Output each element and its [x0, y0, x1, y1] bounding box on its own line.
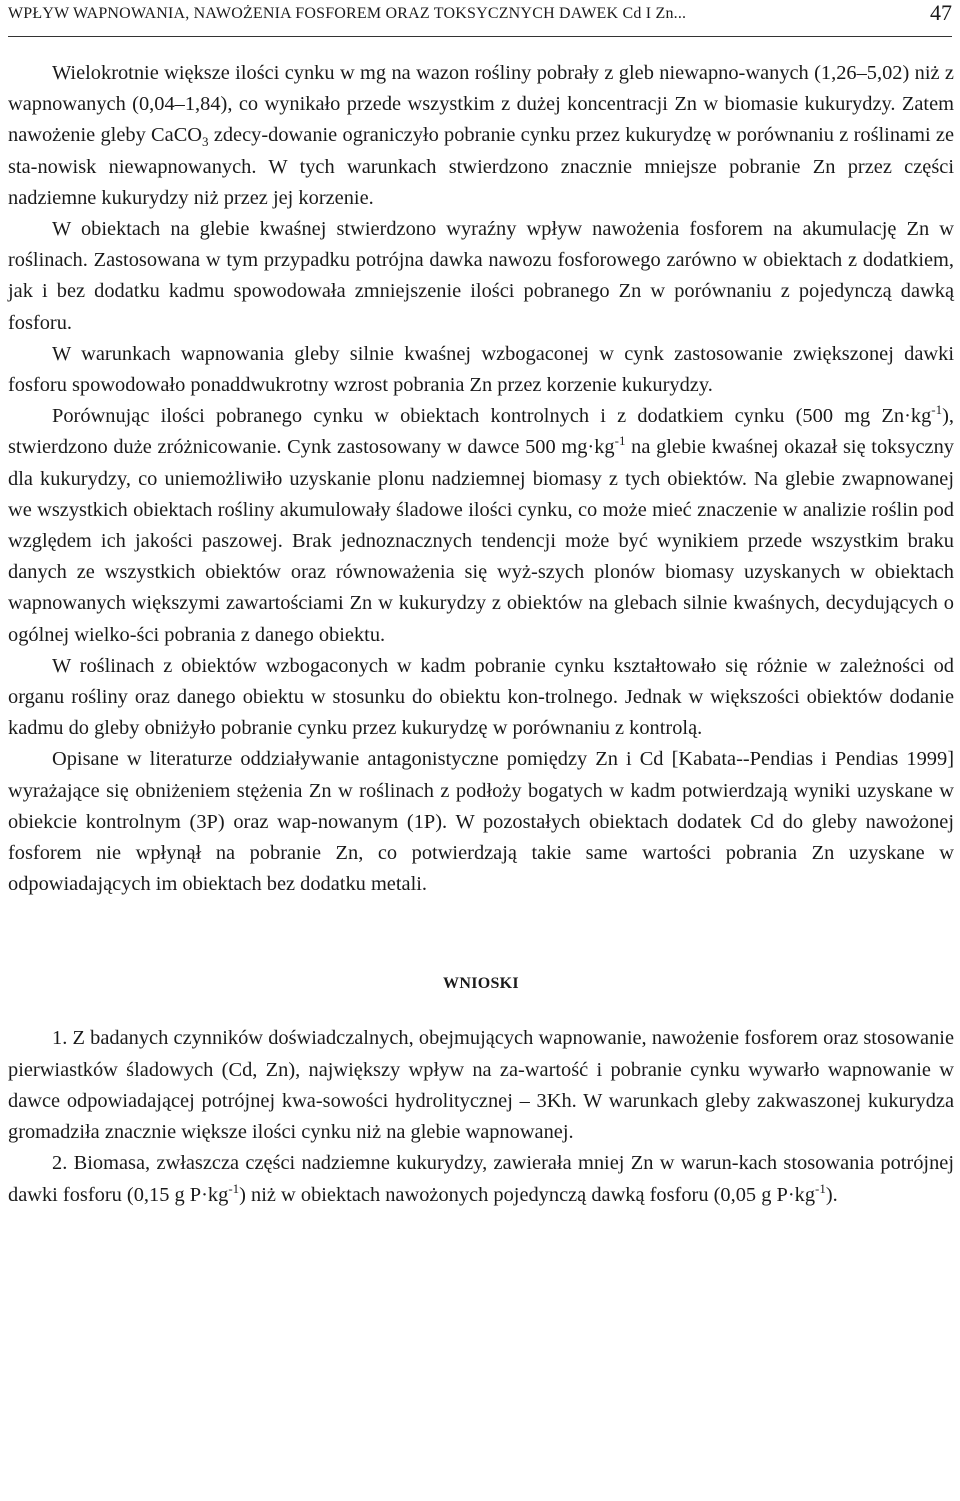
- conclusion-1: 1. Z badanych czynników doświadczalnych, obejmujących wapnowanie, nawożenie fosforem oraz stosowanie pierwiastków śladowych (Cd, Zn), największy wpływ na za-wartość i pobranie cynku wywarło wapnowanie w dawce odpowiadającej potrójnej kwa-sowości hydrolitycznej – 3Kh. W warunkach gleby zakwaszonej kukurydza gromadziła znacznie większe ilości cynku niż na glebie wapnowanej.: [8, 1027, 954, 1144]
- body-text: [8, 58, 954, 1211]
- paragraph-zinc-uptake-liming: [8, 58, 954, 214]
- superscript: -1: [614, 433, 626, 449]
- paragraph-text: ), stwierdzono duże zróżnicowanie. Cynk zastosowany w dawce 500 mg·kg: [8, 405, 954, 459]
- superscript: -1: [931, 402, 943, 418]
- paragraph-zinc-toxicity: [8, 401, 954, 651]
- paragraph-text: 2. Biomasa, zwłaszcza części nadziemne kukurydzy, zawierała mniej Zn w warun-kach stosowania potrójnej dawki fosforu (0,15 g P·kg: [8, 1152, 954, 1206]
- paragraph-liming-phosphorus-roots: W warunkach wapnowania gleby silnie kwaśnej wzbogaconej w cynk zastosowanie zwiększonej dawki fosforu spowodowało ponaddwukrotny wzrost pobrania Zn przez korzenie kukurydzy.: [8, 342, 954, 397]
- page-number: 47: [930, 0, 952, 25]
- paragraph-text: na glebie kwaśnej okazał się toksyczny dla kukurydzy, co uniemożliwiło uzyskanie plonu nadziemnej biomasy z tych obiektów. Na glebie zwapnowanej we wszystkich obiektach rośliny akumulowały śladowe ilości cynku, co może mieć znaczenie w analizie roślin pod względem ich jakości paszowej. Brak jednoznacznych tendencji może być wynikiem przede wszystkim braku danych ze wszystkich obiektów oraz równoważenia się wyż-szych plonów biomasy uzyskanych w obiektach wapnowanych większymi zawartościami Zn w kukurydzy z obiektów na glebach silnie kwaśnych, decydujących o ogólnej wielko-ści pobrania z danego obiektu.: [8, 436, 954, 646]
- running-header: [8, 0, 952, 37]
- paragraph-phosphorus-acid-soil: W obiektach na glebie kwaśnej stwierdzono wyraźny wpływ nawożenia fosforem na akumulację Zn w roślinach. Zastosowana w tym przypadku potrójna dawka nawozu fosforowego zarówno w obiektach z dodatkiem, jak i bez dodatku kadmu spowodowała zmniejszenie ilości pobranego Zn w porównaniu z pojedynczą dawką fosforu.: [8, 218, 954, 334]
- paragraph-text: ) niż w obiektach nawożonych pojedynczą dawką fosforu (0,05 g P·kg: [239, 1183, 816, 1206]
- paragraph-text: Wielokrotnie większe ilości cynku w mg na wazon rośliny pobrały z gleb niewapno-wanych (1,26–5,02) niż z wapnowanych (0,04–1,84), co wynikało przede wszystkim z dużej koncentracji Zn w biomasie kukurydzy. Zatem nawożenie gleby CaCO: [8, 62, 954, 147]
- paragraph-zn-cd-antagonism: Opisane w literaturze oddziaływanie antagonistyczne pomiędzy Zn i Cd [Kabata--Pendias i Pendias 1999] wyrażające się obniżeniem stężenia Zn w roślinach z podłoży bogatych w kadm potwierdzają wyniki uzyskane w obiekcie kontrolnym (3P) oraz wap-nowanym (1P). W pozostałych obiektach dodatek Cd do gleby nawożonej fosforem nie wpłynął na pobranie Zn, co potwierdzają takie same wartości pobrania Zn uzyskane w odpowiadających im obiektach bez dodatku metali.: [8, 748, 954, 896]
- conclusions-heading: WNIOSKI: [443, 975, 519, 993]
- paragraph-text: ).: [825, 1183, 838, 1206]
- paragraph-cadmium-effect: W roślinach z obiektów wzbogaconych w kadm pobranie cynku kształtowało się różnie w zależności od organu rośliny oraz danego obiektu w stosunku do obiektu kon-trolnego. Jednak w większości obiektów dodanie kadmu do gleby obniżyło pobranie cynku przez kukurydzę w porównaniu z kontrolą.: [8, 654, 954, 740]
- subscript: 3: [202, 134, 209, 150]
- superscript: -1: [228, 1180, 240, 1196]
- superscript: -1: [815, 1180, 826, 1196]
- paragraph-text: zdecy-dowanie ograniczyło pobranie cynku przez kukurydzę w porównaniu z roślinami ze sta-nowisk niewapnowanych. W tych warunkach stwierdzono znacznie mniejsze pobranie Zn przez części nadziemne kukurydzy niż przez jej korzenie.: [8, 124, 954, 209]
- conclusion-2: [8, 1148, 954, 1210]
- paragraph-text: Porównując ilości pobranego cynku w obiektach kontrolnych i z dodatkiem cynku (500 mg Zn·kg: [52, 405, 932, 428]
- running-title: WPŁYW WAPNOWANIA, NAWOŻENIA FOSFOREM ORAZ TOKSYCZNYCH DAWEK Cd I Zn...: [8, 5, 687, 22]
